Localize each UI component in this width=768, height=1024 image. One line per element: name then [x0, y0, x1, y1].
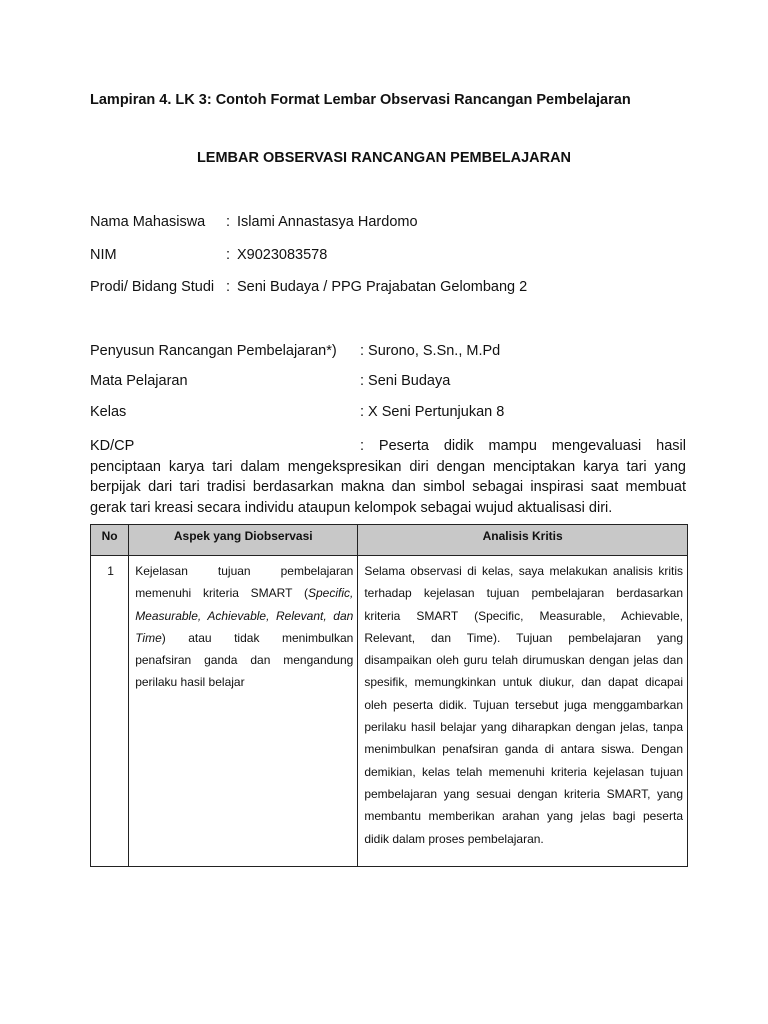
table-row [91, 556, 688, 867]
observation-table [90, 524, 688, 867]
nim-value: X9023083578 [237, 247, 328, 263]
class-value: : X Seni Pertunjukan 8 [360, 404, 505, 420]
kdcp-paragraph [90, 436, 686, 518]
designer-value: : Surono, S.Sn., M.Pd [360, 343, 501, 359]
subject-label: Mata Pelajaran [90, 373, 188, 389]
class-label: Kelas [90, 404, 127, 420]
aspect-text-a: Kejelasan tujuan pembelajaran memenuhi kriteria SMART ( [135, 564, 354, 601]
aspect-text-italic: Specific, Measurable, Achievable, Relevant, dan Time [135, 586, 354, 645]
student-name-colon: : [226, 214, 231, 230]
header-aspek: Aspek yang Diobservasi [129, 525, 358, 556]
designer-label: Penyusun Rancangan Pembelajaran*) [90, 343, 337, 359]
aspect-cell [129, 556, 358, 867]
nim-colon: : [226, 247, 231, 263]
student-name-value: Islami Annastasya Hardomo [237, 214, 418, 230]
study-program-label: Prodi/ Bidang Studi [90, 279, 215, 295]
header-no: No [91, 525, 129, 556]
header-analisis: Analisis Kritis [358, 525, 688, 556]
study-program-colon: : [226, 279, 231, 295]
table-header-row [91, 525, 688, 556]
kdcp-label: KD/CP [90, 438, 135, 454]
analysis-cell: Selama observasi di kelas, saya melakukan analisis kritis terhadap kejelasan tujuan pembelajaran berdasarkan kriteria SMART (Specific, Measurable, Achievable, Relevant, dan Time). Tujuan pembelajaran yang disampaikan oleh guru telah dirumuskan dengan jelas dan spesifik, memungkinkan untuk diukur, dan dapat dicapai oleh peserta didik. Tujuan tersebut juga menggambarkan perilaku hasil belajar yang diharapkan dengan jelas, tanpa menimbulkan penafsiran ganda di antara siswa. Dengan demikian, kelas telah memenuhi kriteria kejelasan tujuan pembelajaran yang sesuai dengan kriteria SMART, yang membantu memberikan arahan yang jelas bagi peserta didik dalam proses pembelajaran. [358, 556, 688, 867]
kdcp-text: : Peserta didik mampu mengevaluasi hasil penciptaan karya tari dalam mengekspresikan diri dengan menciptakan karya tari yang berpijak dari tari tradisi berdasarkan makna dan simbol sebagai inspirasi saat membuat gerak tari kreasi secara individu ataupun kelompok sebagai wujud aktualisasi diri. [90, 438, 686, 516]
aspect-text-b: ) atau tidak menimbulkan penafsiran ganda dan mengandung perilaku hasil belajar [135, 630, 354, 690]
nim-label: NIM [90, 247, 117, 263]
form-title: LEMBAR OBSERVASI RANCANGAN PEMBELAJARAN [196, 150, 572, 166]
student-name-label: Nama Mahasiswa [90, 214, 206, 230]
appendix-heading: Lampiran 4. LK 3: Contoh Format Lembar Observasi Rancangan Pembelajaran [90, 92, 631, 108]
row-number: 1 [91, 556, 129, 867]
subject-value: : Seni Budaya [360, 373, 451, 389]
study-program-value: Seni Budaya / PPG Prajabatan Gelombang 2 [237, 279, 528, 295]
